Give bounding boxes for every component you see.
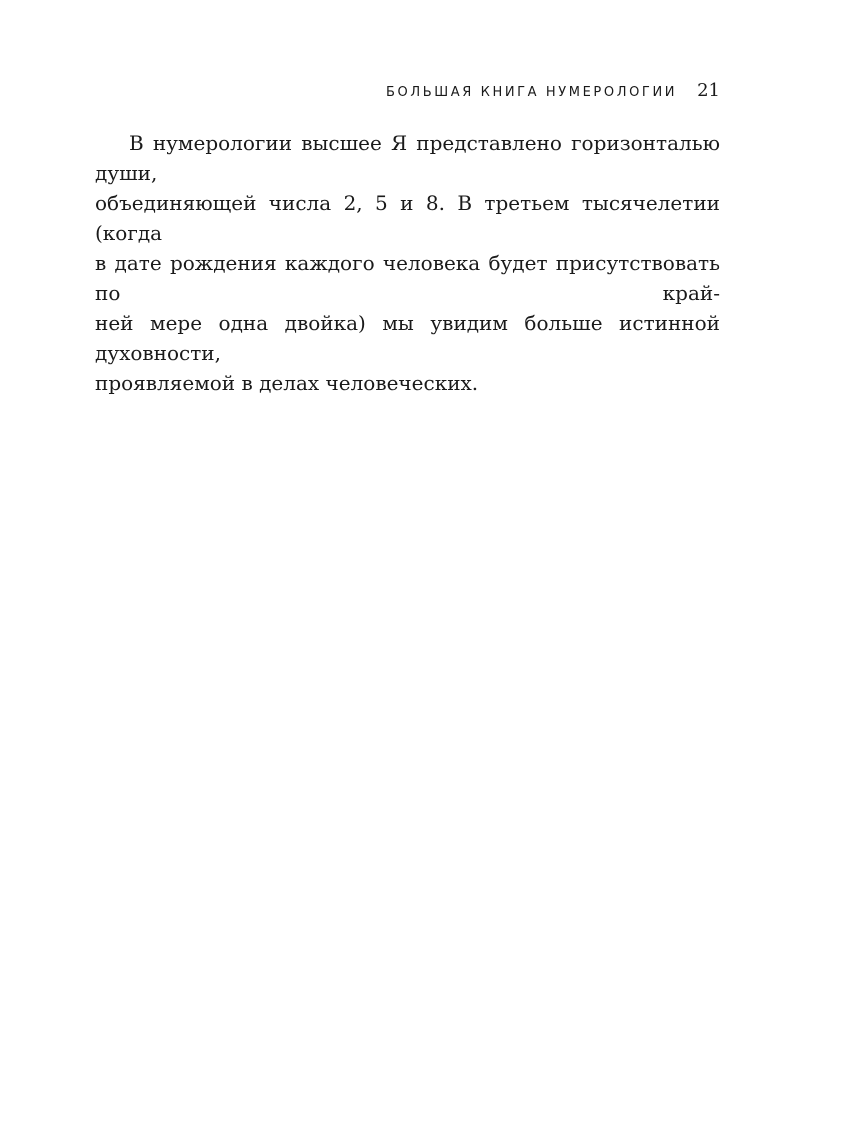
paragraph-line: в дате рождения каждого человека будет присутствовать по край-: [95, 251, 720, 305]
paragraph: [95, 128, 720, 398]
page-number: 21: [697, 80, 720, 101]
paragraph-line: В нумерологии высшее Я представлено горизонталью души,: [95, 131, 720, 185]
paragraph-line: объединяющей числа 2, 5 и 8. В третьем тысячелетии (когда: [95, 191, 720, 245]
running-title: БОЛЬШАЯ КНИГА НУМЕРОЛОГИИ: [386, 85, 678, 100]
paragraph-line: ней мере одна двойка) мы увидим больше истинной духовности,: [95, 311, 720, 365]
body-text: [95, 128, 720, 398]
running-head: [386, 80, 720, 101]
paragraph-line: проявляемой в делах человеческих.: [95, 371, 479, 395]
